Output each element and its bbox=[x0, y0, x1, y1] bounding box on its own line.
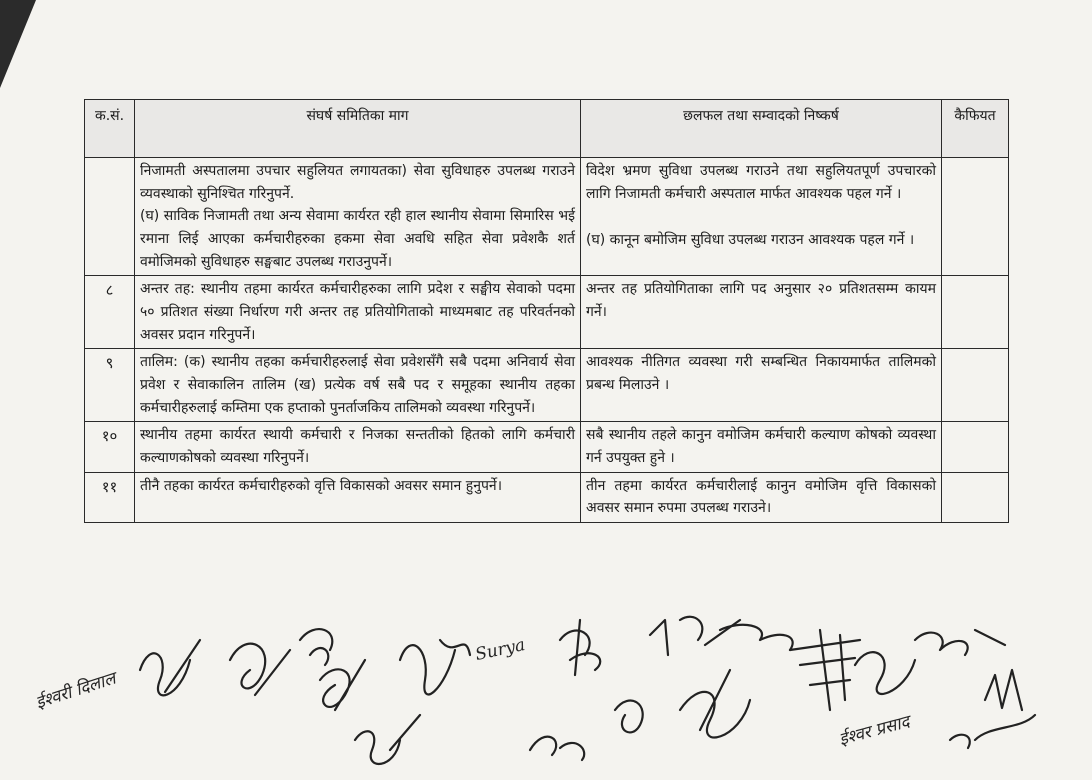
signatures-area bbox=[0, 600, 1092, 780]
table-row bbox=[85, 422, 1009, 472]
row-remarks bbox=[942, 472, 1009, 522]
header-serial-number: क.सं. bbox=[85, 100, 135, 158]
signature bbox=[230, 644, 290, 695]
signature-name: ईश्वर प्रसाद bbox=[837, 711, 912, 750]
table-header-row bbox=[85, 100, 1009, 158]
row-conclusion: आवश्यक नीतिगत व्यवस्था गरी सम्बन्धित निकायमार्फत तालिमको प्रबन्ध मिलाउने । bbox=[581, 349, 942, 422]
header-remarks: कैफियत bbox=[942, 100, 1009, 158]
table-row bbox=[85, 349, 1009, 422]
signature bbox=[320, 660, 365, 710]
signature bbox=[400, 640, 470, 694]
agreement-table bbox=[84, 99, 1009, 523]
demand-paragraph: निजामती अस्पतालमा उपचार सहुलियत लगायतका) सेवा सुविधाहरु उपलब्ध गराउने व्यवस्थाको सुनिश्चित गरिनुपर्ने. bbox=[140, 163, 575, 202]
row-conclusion: अन्तर तह प्रतियोगिताका लागि पद अनुसार २० प्रतिशतसम्म कायम गर्ने। bbox=[581, 276, 942, 349]
conclusion-paragraph: (घ) कानून बमोजिम सुविधा उपलब्ध गराउन आवश्यक पहल गर्ने । bbox=[586, 232, 915, 249]
row-remarks bbox=[942, 422, 1009, 472]
header-demand: संघर्ष समितिका माग bbox=[135, 100, 581, 158]
signature bbox=[950, 735, 970, 748]
signature bbox=[615, 701, 643, 733]
signature bbox=[975, 670, 1035, 740]
row-remarks bbox=[942, 158, 1009, 276]
signature bbox=[720, 625, 793, 650]
signature bbox=[530, 737, 584, 760]
signature bbox=[915, 630, 1005, 655]
signature bbox=[855, 652, 915, 694]
conclusion-paragraph: विदेश भ्रमण सुविधा उपलब्ध गराउने तथा सहुलियतपूर्ण उपचारको लागि निजामती कर्मचारी अस्पताल मार्फत आवश्यक पहल गर्ने । bbox=[586, 163, 936, 202]
signature bbox=[680, 670, 750, 737]
row-demand: तीनै तहका कार्यरत कर्मचारीहरुको वृत्ति विकासको अवसर समान हुनुपर्ने। bbox=[135, 472, 581, 522]
row-conclusion: सबै स्थानीय तहले कानुन वमोजिम कर्मचारी कल्याण कोषको व्यवस्था गर्न उपयुक्त हुने । bbox=[581, 422, 942, 472]
row-serial-number: ८ bbox=[85, 276, 135, 349]
table-row bbox=[85, 276, 1009, 349]
table-row bbox=[85, 158, 1009, 276]
signature bbox=[355, 715, 420, 764]
signature-scribbles bbox=[0, 600, 1092, 780]
table-row bbox=[85, 472, 1009, 522]
row-serial-number: ११ bbox=[85, 472, 135, 522]
row-demand: अन्तर तह: स्थानीय तहमा कार्यरत कर्मचारीहरुका लागि प्रदेश र सङ्घीय सेवाको पदमा ५० प्रतिशत संख्या निर्धारण गरी अन्तर तह प्रतियोगिताको माध्यमबाट तह परिवर्तनको अवसर प्रदान गरिनुपर्ने। bbox=[135, 276, 581, 349]
signature bbox=[790, 630, 860, 710]
row-serial-number: ९ bbox=[85, 349, 135, 422]
signature-name: ईश्वरी दिलाल bbox=[33, 668, 119, 714]
row-demand: स्थानीय तहमा कार्यरत स्थायी कर्मचारी र निजका सन्ततीको हितको लागि कर्मचारी कल्याणकोषको व्यवस्था गरिनुपर्ने। bbox=[135, 422, 581, 472]
header-conclusion: छलफल तथा सम्वादको निष्कर्ष bbox=[581, 100, 942, 158]
signature bbox=[560, 620, 600, 675]
signature bbox=[300, 629, 332, 665]
row-conclusion: तीन तहमा कार्यरत कर्मचारीलाई कानुन वमोजिम वृत्ति विकासको अवसर समान रुपमा उपलब्ध गराउने। bbox=[581, 472, 942, 522]
row-demand: तालिम: (क) स्थानीय तहका कर्मचारीहरुलाई सेवा प्रवेशसँगै सबै पदमा अनिवार्य सेवा प्रवेश र सेवाकालिन तालिम (ख) प्रत्येक वर्ष सबै पद र समूहका स्थानीय तहका कर्मचारीहरुलाई कम्तिमा एक हप्ताको पुनर्ताजकिय तालिमको व्यवस्था गरिनुपर्ने। bbox=[135, 349, 581, 422]
signature-name: Surya bbox=[473, 634, 527, 666]
row-serial-number: १० bbox=[85, 422, 135, 472]
row-remarks bbox=[942, 276, 1009, 349]
row-serial-number bbox=[85, 158, 135, 276]
row-conclusion bbox=[581, 158, 942, 276]
demand-paragraph: (घ) साविक निजामती तथा अन्य सेवामा कार्यरत रही हाल स्थानीय सेवामा सिमारिस भई रमाना लिई आएका कर्मचारीहरुका हकमा सेवा अवधि सहित सेवा प्रवेशकै शर्त वमोजिमको सुविधाहरु सङ्घबाट उपलब्ध गराउनुपर्ने। bbox=[140, 208, 576, 270]
row-remarks bbox=[942, 349, 1009, 422]
row-demand bbox=[135, 158, 581, 276]
signature bbox=[140, 640, 200, 695]
signature bbox=[650, 617, 740, 655]
